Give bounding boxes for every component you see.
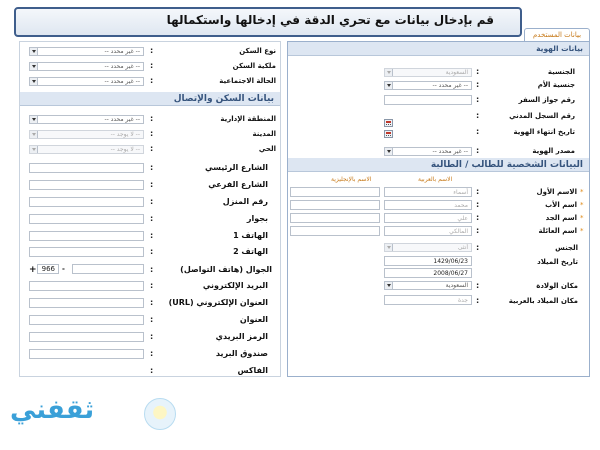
colon-separator: : xyxy=(476,146,480,155)
chevron-down-icon[interactable] xyxy=(385,244,393,251)
chevron-down-icon[interactable] xyxy=(30,78,38,85)
colon-separator: : xyxy=(476,281,480,290)
address-select[interactable] xyxy=(29,115,144,124)
birthplace-select[interactable] xyxy=(384,281,472,290)
identity-label: رقم السجل المدني xyxy=(509,112,575,120)
contact-input[interactable] xyxy=(29,349,144,359)
identity-select-value: السعودية xyxy=(445,69,468,76)
name-label: اسم العائلة xyxy=(538,227,577,235)
chevron-down-icon[interactable] xyxy=(30,116,38,123)
birthplace-label: مكان الولادة xyxy=(536,282,578,290)
required-marker: * xyxy=(580,227,584,235)
gender-select[interactable] xyxy=(384,243,472,252)
housing-select[interactable] xyxy=(29,47,144,56)
chevron-down-icon[interactable] xyxy=(385,148,393,155)
identity-label: رقم جواز السفر xyxy=(518,96,575,104)
colon-separator: : xyxy=(150,144,154,153)
birthdate-gregorian-input[interactable]: 2008/06/27 xyxy=(384,268,472,278)
contact-input[interactable] xyxy=(29,197,144,207)
required-marker: * xyxy=(580,201,584,209)
address-label: الحي xyxy=(258,145,276,153)
english-name-input[interactable] xyxy=(290,226,380,236)
arabic-name-input[interactable]: أسماء xyxy=(384,187,472,197)
colon-separator: : xyxy=(150,281,154,290)
country-code-input[interactable]: 966 xyxy=(37,264,59,274)
chevron-down-icon[interactable] xyxy=(385,282,393,289)
birthplace-arabic-label: مكان الميلاد بالعربية xyxy=(508,297,578,305)
lightbulb-icon xyxy=(144,398,176,430)
chevron-down-icon[interactable] xyxy=(30,146,38,153)
colon-separator: : xyxy=(476,95,480,104)
colon-separator: : xyxy=(476,67,480,76)
housing-select[interactable] xyxy=(29,62,144,71)
contact-label: الشارع الفرعي xyxy=(208,180,268,189)
address-select-value: -- لا يوجد -- xyxy=(110,146,140,153)
arabic-name-input[interactable]: محمد xyxy=(384,200,472,210)
chevron-down-icon[interactable] xyxy=(385,69,393,76)
contact-label: العنوان الإلكتروني (URL) xyxy=(168,298,268,307)
contact-label: الشارع الرئيسي xyxy=(205,163,268,172)
colon-separator: : xyxy=(150,247,154,256)
contact-input[interactable] xyxy=(29,231,144,241)
english-name-input[interactable] xyxy=(290,213,380,223)
contact-section-header: بيانات السكن والإتصال xyxy=(20,92,280,106)
colon-separator: : xyxy=(150,231,154,240)
colon-separator: : xyxy=(476,226,480,235)
colon-separator: : xyxy=(476,213,480,222)
instruction-banner xyxy=(14,7,522,37)
colon-separator: : xyxy=(150,214,154,223)
personal-section-header: البيانات الشخصية للطالب / الطالبة xyxy=(288,158,589,172)
contact-label: الفاكس xyxy=(237,366,268,375)
colon-separator: : xyxy=(476,80,480,89)
tab-user-data[interactable]: بيانات المستخدم xyxy=(524,28,590,41)
col-header-english: الاسم بالإنجليزية xyxy=(331,176,372,183)
site-logo: ثقفني xyxy=(10,395,95,425)
identity-section-header: بيانات الهوية xyxy=(288,42,589,56)
contact-input[interactable] xyxy=(29,298,144,308)
colon-separator: : xyxy=(150,61,154,70)
name-label: اسم الأب xyxy=(545,201,577,209)
contact-label: الهاتف 1 xyxy=(233,231,268,240)
colon-separator: : xyxy=(476,127,480,136)
colon-separator: : xyxy=(150,349,154,358)
chevron-down-icon[interactable] xyxy=(30,63,38,70)
colon-separator: : xyxy=(150,76,154,85)
housing-select-value: -- غير محدد -- xyxy=(104,63,140,70)
contact-input[interactable] xyxy=(29,315,144,325)
colon-separator: : xyxy=(150,46,154,55)
chevron-down-icon[interactable] xyxy=(30,48,38,55)
arabic-name-input[interactable]: المالكي xyxy=(384,226,472,236)
mobile-number-input[interactable] xyxy=(72,264,144,274)
housing-label: ملكية السكن xyxy=(232,62,276,70)
colon-separator: : xyxy=(476,296,480,305)
colon-separator: : xyxy=(150,180,154,189)
address-label: المنطقة الإدارية xyxy=(220,115,276,123)
contact-input[interactable] xyxy=(29,281,144,291)
contact-input[interactable] xyxy=(29,247,144,257)
housing-label: الحالة الاجتماعية xyxy=(219,77,276,85)
name-label: اسم الجد xyxy=(545,214,577,222)
english-name-input[interactable] xyxy=(290,187,380,197)
english-name-input[interactable] xyxy=(290,200,380,210)
required-marker: * xyxy=(580,188,584,196)
birthplace-arabic-input[interactable]: جدة xyxy=(384,295,472,305)
dash-separator: - xyxy=(62,265,65,273)
colon-separator: : xyxy=(476,187,480,196)
colon-separator: : xyxy=(476,200,480,209)
address-select[interactable] xyxy=(29,145,144,154)
passport-input[interactable] xyxy=(384,95,472,105)
address-select-value: -- لا يوجد -- xyxy=(110,131,140,138)
identity-select[interactable] xyxy=(384,81,472,90)
contact-label: البريد الإلكتروني xyxy=(202,281,268,290)
colon-separator: : xyxy=(150,332,154,341)
contact-label: بجوار xyxy=(246,214,268,223)
identity-label: جنسية الأم xyxy=(537,81,575,89)
contact-input[interactable] xyxy=(29,214,144,224)
contact-label: العنوان xyxy=(239,315,268,324)
colon-separator: : xyxy=(150,298,154,307)
birthplace-select-value: السعودية xyxy=(445,282,468,289)
housing-select-value: -- غير محدد -- xyxy=(104,48,140,55)
name-label: الاسم الأول xyxy=(536,188,577,196)
colon-separator: : xyxy=(150,163,154,172)
identity-select-value: -- غير محدد -- xyxy=(432,82,468,89)
identity-select-value: -- غير محدد -- xyxy=(432,148,468,155)
plus-sign: + xyxy=(29,265,37,275)
arabic-name-input[interactable]: علي xyxy=(384,213,472,223)
col-header-arabic: الاسم بالعربية xyxy=(418,176,453,183)
housing-select-value: -- غير محدد -- xyxy=(104,78,140,85)
contact-input[interactable] xyxy=(29,163,144,173)
identity-select[interactable] xyxy=(384,147,472,156)
contact-label: الرمز البريدي xyxy=(215,332,268,341)
mobile-label: الجوال (هاتف التواصل) xyxy=(180,265,272,274)
calendar-icon[interactable] xyxy=(384,130,393,138)
colon-separator: : xyxy=(150,315,154,324)
contact-label: رقم المنزل xyxy=(222,197,268,206)
banner-title: قم بإدخال بيانات مع تحري الدقة في إدخالها واستكمالها xyxy=(166,13,494,27)
address-select[interactable] xyxy=(29,130,144,139)
required-marker: * xyxy=(580,214,584,222)
contact-label: صندوق البريد xyxy=(215,349,268,358)
identity-label: الجنسية xyxy=(547,68,575,76)
colon-separator: : xyxy=(150,197,154,206)
identity-label: تاريخ انتهاء الهوية xyxy=(513,128,575,136)
birthdate-hijri-input[interactable]: 1429/06/23 xyxy=(384,256,472,266)
gender-label: الجنس xyxy=(555,244,578,252)
housing-select[interactable] xyxy=(29,77,144,86)
identity-label: مصدر الهوية xyxy=(532,147,575,155)
gender-select-value: أنثى xyxy=(457,244,468,251)
contact-input[interactable] xyxy=(29,180,144,190)
colon-separator: : xyxy=(150,114,154,123)
calendar-icon[interactable] xyxy=(384,119,393,127)
identity-select[interactable] xyxy=(384,68,472,77)
chevron-down-icon[interactable] xyxy=(30,131,38,138)
colon-separator: : xyxy=(476,111,480,120)
contact-label: الهاتف 2 xyxy=(233,247,268,256)
colon-separator: : xyxy=(150,265,154,274)
colon-separator: : xyxy=(150,129,154,138)
birthdate-label: تاريخ الميلاد xyxy=(537,258,578,266)
contact-input[interactable] xyxy=(29,332,144,342)
address-select-value: -- غير محدد -- xyxy=(104,116,140,123)
colon-separator: : xyxy=(150,366,154,375)
address-label: المدينة xyxy=(252,130,276,138)
colon-separator: : xyxy=(476,243,480,252)
housing-label: نوع السكن xyxy=(239,47,276,55)
chevron-down-icon[interactable] xyxy=(385,82,393,89)
